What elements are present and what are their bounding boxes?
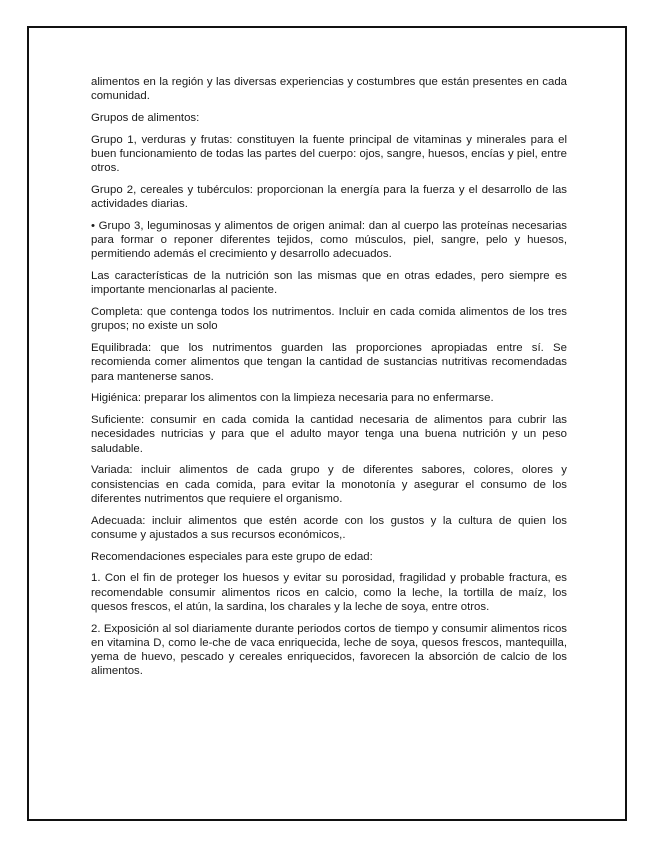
paragraph-group-1: Grupo 1, verduras y frutas: constituyen la fuente principal de vitaminas y minerales para el buen funcionamiento de todas las partes del cuerpo: ojos, sangre, huesos, encías y piel, entre otros. (91, 133, 567, 175)
paragraph-adecuada: Adecuada: incluir alimentos que estén acorde con los gustos y la cultura de quien los consume y ajustados a sus recursos económicos,. (91, 514, 567, 541)
paragraph-recommendations-heading: Recomendaciones especiales para este grupo de edad: (91, 550, 373, 563)
paragraph-group-2: Grupo 2, cereales y tubérculos: proporcionan la energía para la fuerza y el desarrollo de las actividades diarias. (91, 184, 567, 211)
paragraph-recommendation-2: 2. Exposición al sol diariamente durante periodos cortos de tiempo y consumir alimentos ricos en vitamina D, como le-che de vaca enriquecida, leche de soya, quesos frescos, mantequilla, yema de huevo, pescado y cereales enriquecidos, favorecen la absorción de calcio de los alimentos. (91, 622, 567, 678)
document-body (91, 75, 567, 686)
paragraph-completa: Completa: que contenga todos los nutrimentos. Incluir en cada comida alimentos de los tres grupos; no existe un solo (91, 306, 567, 333)
paragraph-group-3: • Grupo 3, leguminosas y alimentos de origen animal: dan al cuerpo las proteínas necesarias para formar o reponer diferentes tejidos, como músculos, piel, sangre, pelo y huesos, permitiendo además el crecimiento y desarrollo adecuados. (91, 220, 567, 261)
paragraph-food-groups-heading: Grupos de alimentos: (91, 112, 200, 124)
paragraph-nutrition-characteristics: Las características de la nutrición son las mismas que en otras edades, pero siempre es importante mencionarlas al paciente. (91, 270, 567, 297)
paragraph-suficiente: Suficiente: consumir en cada comida la cantidad necesaria de alimentos para cubrir las necesidades nutricias y para que el adulto mayor tenga una buena nutrición y un peso saludable. (91, 414, 567, 455)
paragraph-higienica: Higiénica: preparar los alimentos con la limpieza necesaria para no enfermarse. (91, 392, 494, 405)
paragraph-recommendation-1: 1. Con el fin de proteger los huesos y evitar su porosidad, fragilidad y probable fractura, es recomendable consumir alimentos ricos en calcio, como la leche, la tortilla de maíz, los quesos frescos, el atún, la sardina, los charales y la leche de soya, entre otros. (91, 572, 567, 613)
paragraph-variada: Variada: incluir alimentos de cada grupo y de diferentes sabores, colores, olores y consistencias en cada comida, para evitar la monotonía y asegurar el consumo de los diferentes nutrimentos que requiere el organismo. (91, 464, 567, 505)
paragraph-intro-continuation: alimentos en la región y las diversas experiencias y costumbres que están presentes en cada comunidad. (91, 76, 567, 103)
paragraph-equilibrada: Equilibrada: que los nutrimentos guarden las proporciones apropiadas entre sí. Se recomienda comer alimentos que tengan la cantidad de sustancias nutritivas recomendadas para mantenerse sanos. (91, 342, 567, 383)
